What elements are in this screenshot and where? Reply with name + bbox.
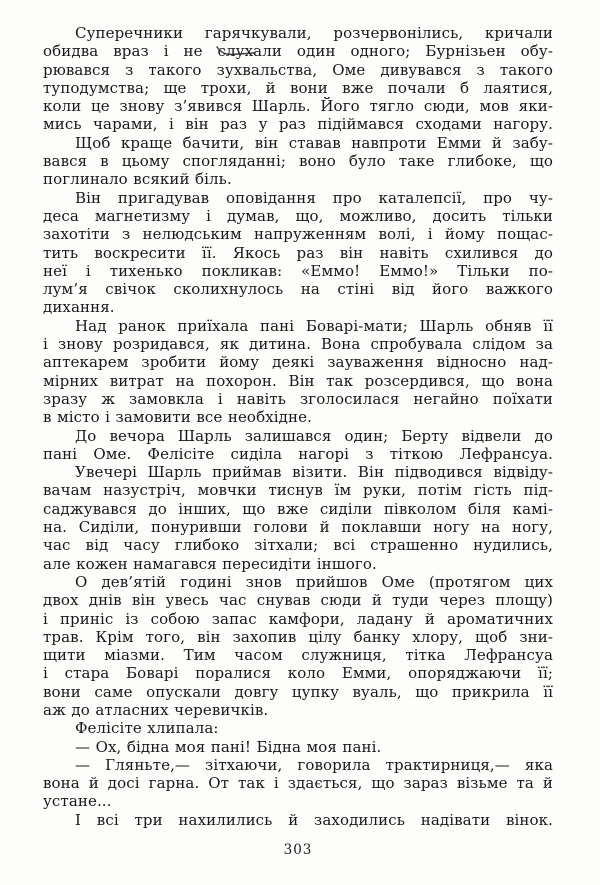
text-line: поглинало всякий біль. bbox=[43, 170, 232, 189]
text-line: зразу ж замовкла і навіть зголосилася негайно поїхати bbox=[43, 389, 553, 408]
text-line: саджувався до інших, що вже сиділи півколом біля камі- bbox=[43, 499, 553, 518]
text-line: дихання. bbox=[43, 298, 115, 317]
text-line: трав. Крім того, він захопив цілу банку хлору, щоб зни- bbox=[43, 627, 553, 646]
text-line: — Ох, бідна моя пані! Бідна моя пані. bbox=[75, 737, 382, 756]
text-line: Він пригадував оповідання про каталепсії, про чу- bbox=[75, 188, 553, 207]
text-line: — Гляньте,— зітхаючи, говорила трактирниця,— яка bbox=[75, 755, 553, 774]
text-line: вався в цьому спогляданні; воно було таке глибоке, що bbox=[43, 152, 553, 171]
text-line: Увечері Шарль приймав візити. Він підводився відвіду- bbox=[75, 463, 553, 482]
text-block bbox=[43, 24, 553, 829]
text-line: неї і тихенько покликав: «Еммо! Еммо!» Тільки по- bbox=[43, 261, 553, 280]
text-line: Фелісіте хлипала: bbox=[75, 719, 219, 738]
text-line: і приніс із собою запас камфори, ладану й ароматичних bbox=[43, 609, 553, 628]
text-line: обидва враз і не слухали один одного; Бурнізьен обу- bbox=[43, 42, 553, 61]
text-line: устане... bbox=[43, 792, 112, 811]
paragraph bbox=[43, 719, 553, 737]
text-line: мись чарами, і він раз у раз підіймався сходами нагору. bbox=[43, 115, 553, 134]
text-line: і стара Боварі поралися коло Емми, опоряджаючи її; bbox=[43, 664, 553, 683]
text-line: І всі три нахилились й заходились надівати вінок. bbox=[75, 810, 553, 829]
text-line: рювався з такого зухвальства, Оме дивувався з такого bbox=[43, 60, 553, 79]
paragraph bbox=[43, 317, 553, 427]
paragraph bbox=[43, 134, 553, 189]
text-line: мірних витрат на похорон. Він так розсердився, що вона bbox=[43, 371, 553, 390]
text-line: але кожен намагався пересидіти іншого. bbox=[43, 554, 377, 573]
text-line: аптекарем зробити йому деякі зауваження відносно над- bbox=[43, 353, 553, 372]
paragraph bbox=[43, 811, 553, 829]
text-line: і знову розридався, як дитина. Вона спробувала слідом за bbox=[43, 335, 553, 354]
text-line: пані Оме. Фелісіте сиділа нагорі з тіткою Лефрансуа. bbox=[43, 444, 553, 463]
page-number: 303 bbox=[283, 842, 313, 858]
text-line: тить воскресити її. Якось раз він навіть схилився до bbox=[43, 243, 553, 262]
text-line: в місто і замовити все необхідне. bbox=[43, 408, 312, 427]
text-line: коли це знову з’явився Шарль. Його тягло сюди, мов яки- bbox=[43, 97, 553, 116]
text-line: Щоб краще бачити, він ставав навпроти Емми й забу- bbox=[75, 133, 553, 152]
text-line: аж до атласних черевичків. bbox=[43, 700, 269, 719]
paragraph bbox=[43, 756, 553, 811]
text-line: щити міазми. Тим часом служниця, тітка Лефрансуа bbox=[43, 646, 553, 665]
text-line: вони саме опускали довгу цупку вуаль, що прикрила її bbox=[43, 682, 553, 701]
paragraph bbox=[43, 427, 553, 464]
paragraph bbox=[43, 189, 553, 317]
text-line: Суперечники гарячкували, розчервонілись, кричали bbox=[75, 24, 553, 42]
text-line: туподумства; ще трохи, й вони вже почали б лаятися, bbox=[43, 78, 553, 97]
text-line: лум’я свічок сколихнулось на стіні від його важкого bbox=[43, 280, 553, 299]
text-line: на. Сиділи, понуривши голови й поклавши ногу на ногу, bbox=[43, 518, 553, 537]
text-line: О дев’ятій годині знов прийшов Оме (протягом цих bbox=[75, 572, 553, 591]
text-line: захотіти з нелюдським напруженням волі, і йому пощас- bbox=[43, 225, 553, 244]
text-line: Над ранок приїхала пані Боварі-мати; Шарль обняв її bbox=[75, 316, 553, 335]
text-line: час від часу глибоко зітхали; всі страшенно нудились, bbox=[43, 536, 553, 555]
paragraph bbox=[43, 24, 553, 134]
paragraph bbox=[43, 463, 553, 573]
text-line: двох днів він увесь час снував сюди й туди через площу) bbox=[43, 591, 553, 610]
text-line: вона й досі гарна. От так і здається, що зараз візьме та й bbox=[43, 774, 553, 793]
text-line: деса магнетизму і думав, що, можливо, досить тільки bbox=[43, 206, 553, 225]
text-line: До вечора Шарль залишався один; Берту відвели до bbox=[75, 426, 553, 445]
paragraph bbox=[43, 573, 553, 719]
paragraph bbox=[43, 738, 553, 756]
text-line: вачам назустріч, мовчки тиснув їм руки, потім гість під- bbox=[43, 481, 553, 500]
